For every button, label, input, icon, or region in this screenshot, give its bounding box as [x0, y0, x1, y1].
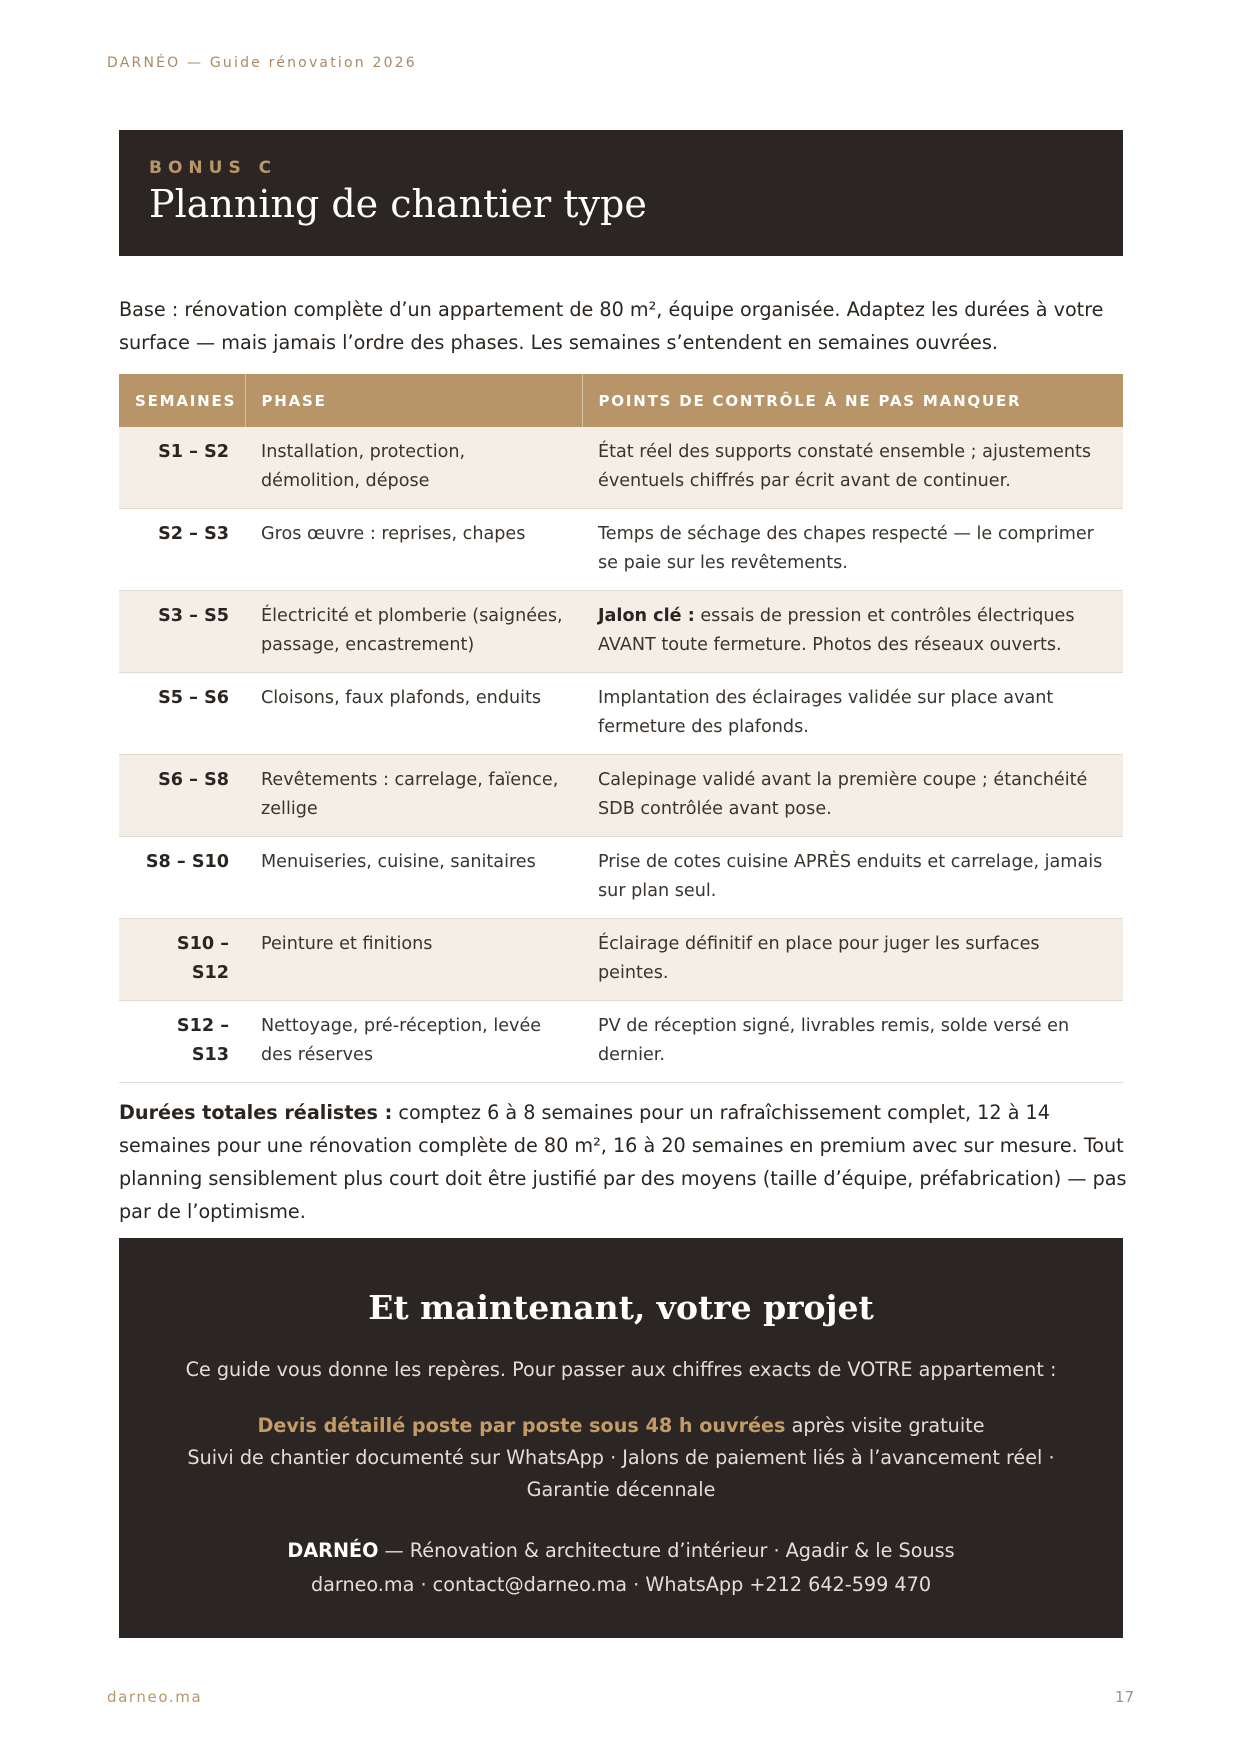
column-header-controls: POINTS DE CONTRÔLE À NE PAS MANQUER [582, 374, 1123, 427]
brand-name: DARNÉO [287, 1539, 379, 1562]
milestone-label: Jalon clé : [598, 606, 695, 626]
contact-line: darneo.ma · contact@darneo.ma · WhatsApp +212 642-599 470 [310, 1573, 932, 1596]
cta-title: Et maintenant, votre projet [368, 1288, 874, 1327]
footer-site: darneo.ma [107, 1688, 203, 1706]
cta-lead: Ce guide vous donne les repères. Pour passer aux chiffres exacts de VOTRE appartement : [185, 1358, 1057, 1381]
cta-services: Suivi de chantier documenté sur WhatsApp · Jalons de paiement liés à l’avancement réel · Garantie décennale [187, 1446, 1055, 1501]
control-cell [582, 919, 1123, 1001]
phase-cell: Gros œuvre : reprises, chapes [245, 509, 582, 591]
phase-cell: Nettoyage, pré-réception, levée des réserves [245, 1001, 582, 1083]
table-row [119, 427, 1123, 509]
control-text: PV de réception signé, livrables remis, solde versé en dernier. [598, 1016, 1070, 1065]
phase-cell: Peinture et finitions [245, 919, 582, 1001]
cta-highlight-suffix: après visite gratuite [785, 1414, 985, 1437]
weeks-cell: S1 – S2 [119, 427, 245, 509]
page-number: 17 [1114, 1688, 1134, 1706]
weeks-cell: S5 – S6 [119, 673, 245, 755]
cta-quote-line [169, 1410, 1073, 1442]
control-cell [582, 591, 1123, 673]
planning-table [119, 374, 1123, 1083]
table-row [119, 837, 1123, 919]
column-header-phase: PHASE [245, 374, 582, 427]
cta-contact-block [119, 1534, 1123, 1602]
brand-tagline: — Rénovation & architecture d’intérieur · Agadir & le Souss [378, 1539, 955, 1562]
section-title: Planning de chantier type [149, 182, 647, 226]
running-header: DARNÉO — Guide rénovation 2026 [107, 55, 417, 71]
control-cell [582, 509, 1123, 591]
cta-block [119, 1238, 1123, 1638]
totals-paragraph [119, 1096, 1129, 1228]
table-row [119, 755, 1123, 837]
table-row [119, 591, 1123, 673]
weeks-cell: S12 – S13 [119, 1001, 245, 1083]
control-cell [582, 755, 1123, 837]
phase-cell: Menuiseries, cuisine, sanitaires [245, 837, 582, 919]
control-text: Prise de cotes cuisine APRÈS enduits et carrelage, jamais sur plan seul. [598, 852, 1103, 901]
control-text: Temps de séchage des chapes respecté — le comprimer se paie sur les revêtements. [598, 524, 1094, 573]
control-text: essais de pression et contrôles électriques AVANT toute fermeture. Photos des réseaux ouverts. [598, 606, 1075, 655]
control-cell [582, 673, 1123, 755]
control-text: Éclairage définitif en place pour juger les surfaces peintes. [598, 934, 1040, 983]
cta-offer [169, 1410, 1073, 1506]
control-text: Calepinage validé avant la première coupe ; étanchéité SDB contrôlée avant pose. [598, 770, 1088, 819]
weeks-cell: S10 – S12 [119, 919, 245, 1001]
phase-cell: Installation, protection, démolition, dépose [245, 427, 582, 509]
phase-cell: Électricité et plomberie (saignées, passage, encastrement) [245, 591, 582, 673]
table-row [119, 919, 1123, 1001]
weeks-cell: S2 – S3 [119, 509, 245, 591]
table-header-row [119, 374, 1123, 427]
control-cell [582, 427, 1123, 509]
table-row [119, 509, 1123, 591]
control-cell [582, 837, 1123, 919]
intro-paragraph: Base : rénovation complète d’un appartement de 80 m², équipe organisée. Adaptez les durées à votre surface — mais jamais l’ordre des phases. Les semaines s’entendent en semaines ouvrées. [119, 298, 1104, 354]
section-kicker: BONUS C [149, 158, 278, 178]
weeks-cell: S3 – S5 [119, 591, 245, 673]
control-text: État réel des supports constaté ensemble ; ajustements éventuels chiffrés par écrit avant de continuer. [598, 442, 1092, 491]
phase-cell: Revêtements : carrelage, faïence, zellige [245, 755, 582, 837]
column-header-weeks: SEMAINES [119, 374, 245, 427]
cta-highlight: Devis détaillé poste par poste sous 48 h ouvrées [257, 1414, 786, 1437]
weeks-cell: S6 – S8 [119, 755, 245, 837]
section-title-block [119, 130, 1123, 256]
totals-label: Durées totales réalistes : [119, 1101, 393, 1124]
control-cell [582, 1001, 1123, 1083]
table-row [119, 673, 1123, 755]
weeks-cell: S8 – S10 [119, 837, 245, 919]
cta-brand-line [119, 1534, 1123, 1568]
phase-cell: Cloisons, faux plafonds, enduits [245, 673, 582, 755]
table-row [119, 1001, 1123, 1083]
control-text: Implantation des éclairages validée sur place avant fermeture des plafonds. [598, 688, 1054, 737]
totals-text: comptez 6 à 8 semaines pour un rafraîchissement complet, 12 à 14 semaines pour une rénovation complète de 80 m², 16 à 20 semaines en premium avec sur mesure. Tout planning sensiblement plus court doit être justifié par des moyens (taille d’équipe, préfabrication) — pas par de l’optimisme. [119, 1101, 1127, 1223]
